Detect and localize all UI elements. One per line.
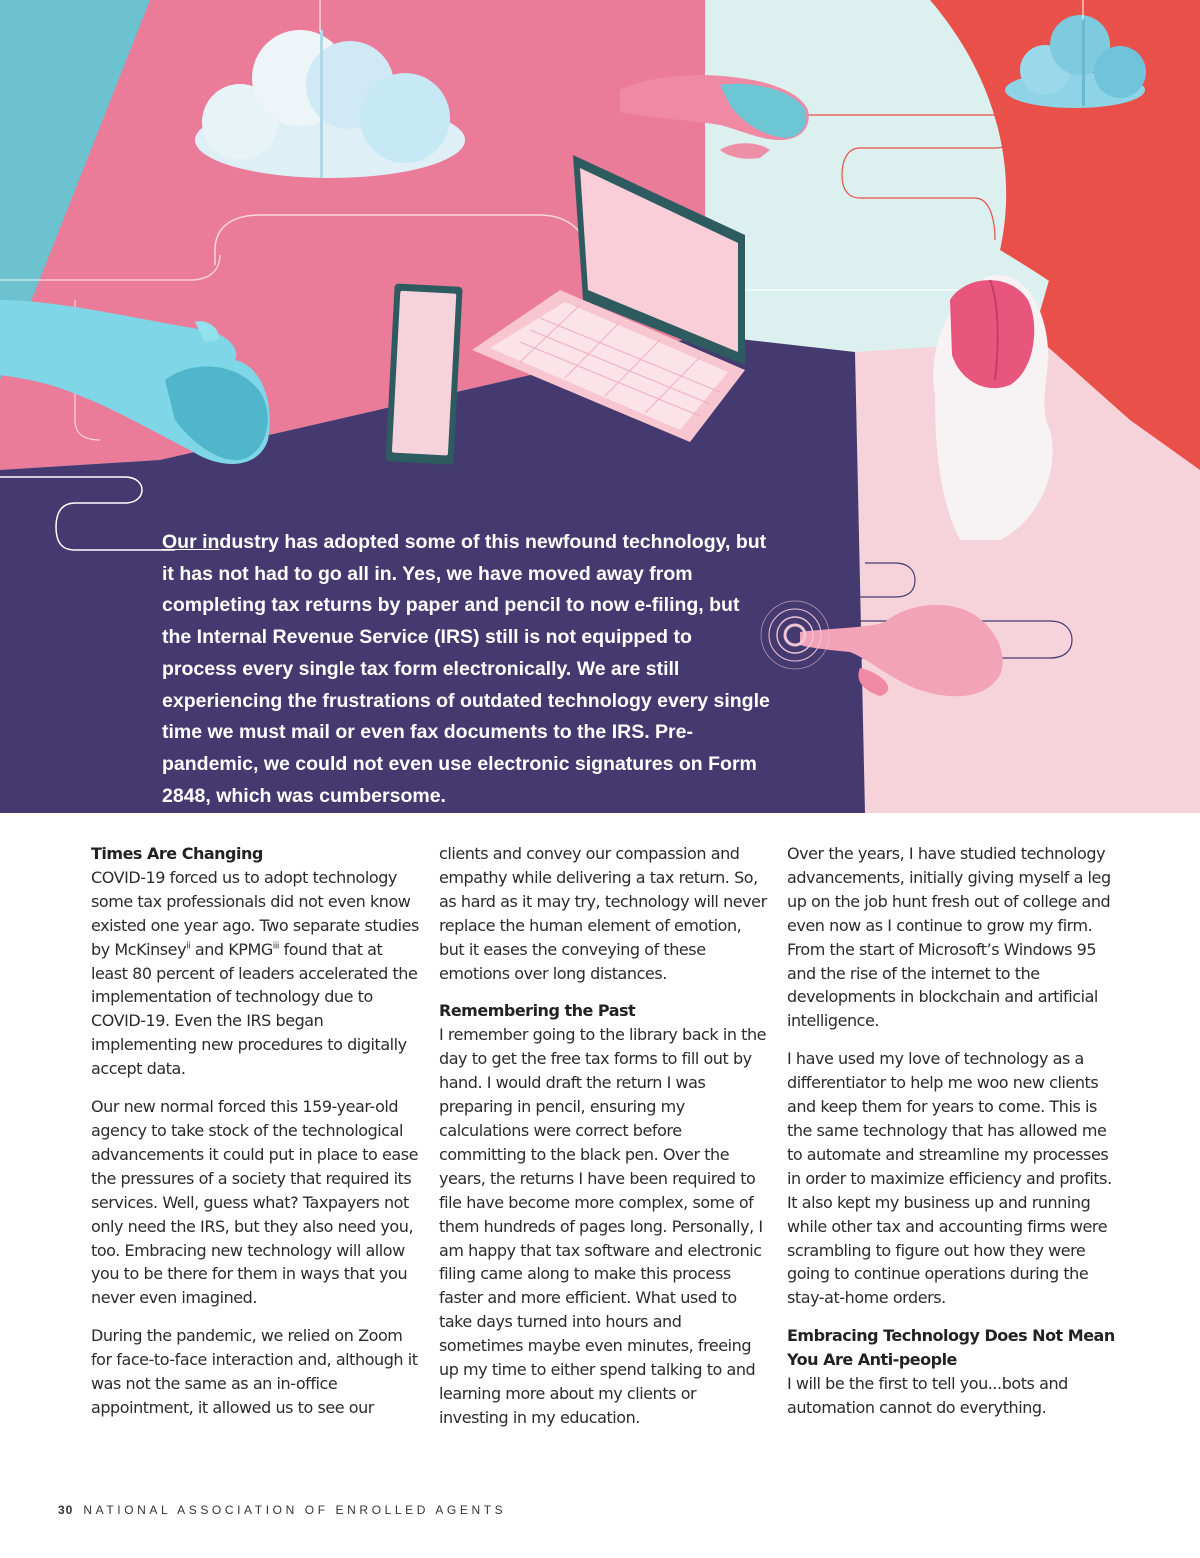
pull-quote-lead: Our in (162, 531, 220, 553)
tablet (385, 283, 462, 464)
paragraph: I will be the first to tell you...bots and automation cannot do everything. (787, 1374, 1068, 1417)
publication-name: NATIONAL ASSOCIATION OF ENROLLED AGENTS (83, 1503, 507, 1517)
heading-embracing-technology: Embracing Technology Does Not Mean You Are Anti-people (787, 1326, 1115, 1370)
paragraph: I remember going to the library back in the day to get the free tax forms to fill out by hand. I would draft the return I was preparing in pencil, ensuring my calculations were correct before committing to the black pen. Over the years, the returns I have been required to file have become more complex, some of them hundreds of pages long. Personally, I am happy that tax software and electronic filing came along to make this process faster and more efficient. What used to take days turned into hours and sometimes maybe even minutes, freeing up my time to either spend talking to and learning more about my clients or investing in my education. (439, 1025, 767, 1427)
column-3 (787, 842, 1117, 1434)
paragraph (91, 866, 421, 1081)
column-2 (439, 842, 769, 1444)
heading-remembering-the-past: Remembering the Past (439, 1001, 636, 1021)
pull-quote-text: dustry has adopted some of this newfound technology, but it has not had to go all in. Yes, we have moved away from completing tax returns by paper and pencil to now e-filing, but the Internal Revenue Service (IRS) still is not equipped to process every single tax form electronically. We are still experiencing the frustrations of outdated technology every single time we must mail or even fax documents to the IRS. Pre-pandemic, we could not even use electronic signatures on Form 2848, which was cumbersome. (162, 531, 770, 807)
paragraph: Over the years, I have studied technology advancements, initially giving myself a leg up on the job hunt fresh out of college and even now as I continue to grow my firm. From the start of Microsoft’s Windows 95 and the rise of the internet to the developments in blockchain and artificial intelligence. (787, 844, 1111, 1031)
column-1 (91, 842, 421, 1434)
page-number: 30 (58, 1503, 74, 1517)
page-footer (58, 1503, 506, 1517)
pull-quote (162, 527, 772, 812)
paragraph: Our new normal forced this 159-year-old agency to take stock of the technological advancements it could put in place to ease the pressures of a society that required its services. Well, guess what? Taxpayers not only need the IRS, but they also need you, too. Embracing new technology will allow you to be there for them in ways that you never even imagined. (91, 1097, 419, 1308)
footnote-ref: ii (186, 941, 191, 952)
paragraph-text: and KPMG (190, 939, 273, 959)
paragraph: I have used my love of technology as a differentiator to help me woo new clients and keep them for years to come. This is the same technology that has allowed me to automate and streamline my processes in order to maximize efficiency and profits. It also kept my business up and running while other tax and accounting firms were scrambling to figure out how they were going to continue operations during the stay-at-home orders. (787, 1049, 1112, 1308)
heading-times-are-changing: Times Are Changing (91, 844, 263, 863)
paragraph-text: COVID-19 forced us to adopt technology some tax professionals did not even know existed one year ago. Two separate studies by McKinsey (91, 867, 419, 959)
paragraph: clients and convey our compassion and empathy while delivering a tax return. So, as hard as it may try, technology will never replace the human element of emotion, but it eases the conveying of these emotions over long distances. (439, 844, 767, 983)
paragraph: During the pandemic, we relied on Zoom for face-to-face interaction and, although it was not the same as an in-office appointment, it allowed us to see our (91, 1326, 418, 1417)
footnote-ref: iii (272, 941, 279, 952)
hand-right (933, 275, 1052, 540)
paragraph-text: found that at least 80 percent of leaders accelerated the implementation of technology due to COVID-19. Even the IRS began implementing new procedures to digitally accept data. (91, 939, 418, 1079)
